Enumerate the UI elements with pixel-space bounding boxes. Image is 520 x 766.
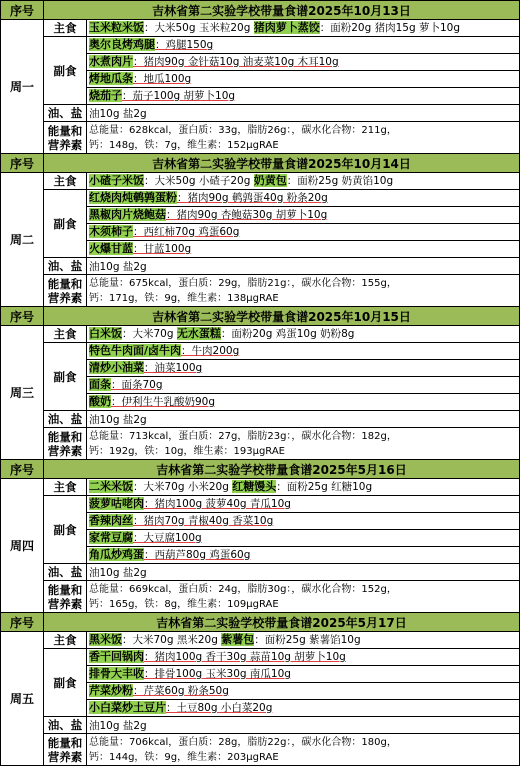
dish-name: 二米米饭 [89, 480, 133, 493]
staple-items [87, 632, 520, 649]
side-dish-row [1, 649, 520, 666]
staple-row [1, 326, 520, 343]
dish-name: 烧茄子 [89, 89, 122, 102]
nutrition-line: 总能量：713kcal，蛋白质：27g，脂肪23g：，碳水化合物：182g， [89, 430, 397, 442]
seq-header: 序号 [1, 613, 44, 632]
dish-name: 特色牛肉面/卤牛肉 [89, 344, 182, 357]
oil-salt-label: 油、盐 [44, 717, 87, 734]
side-label: 副食 [44, 649, 87, 717]
dish-ingredients: ：猪肉100g 菠萝40g 青瓜10g [144, 498, 291, 510]
nutrition-line: 钙：144g，铁：9g，维生素：203μgRAE [89, 751, 279, 763]
nutrition-label: 能量和营养素 [44, 275, 87, 307]
menu-title: 吉林省第二实验学校带量食谱2025年5月17日 [44, 613, 520, 632]
dish-name: 芹菜炒粉 [89, 684, 133, 697]
nutrition-values [87, 581, 520, 613]
side-dish [87, 88, 520, 105]
nutrition-label: 能量和营养素 [44, 734, 87, 766]
dish-name: 红烧肉炖鹌鹑蛋粉 [89, 191, 177, 204]
oil-salt-value: 油10g 盐2g [87, 564, 520, 581]
nutrition-line: 钙：148g，铁：7g，维生素：152μgRAE [89, 139, 279, 151]
dish-name: 红糖馒头 [232, 480, 277, 493]
dish-ingredients: ：茄子100g 胡萝卜10g [122, 90, 236, 102]
dish-name: 黑椒肉片烧鲍菇 [89, 208, 166, 221]
nutrition-values [87, 734, 520, 766]
oil-salt-value: 油10g 盐2g [87, 105, 520, 122]
dish-name: 香辣肉丝 [89, 514, 133, 527]
side-dish [87, 394, 520, 411]
day-header-row [1, 307, 520, 326]
dish-ingredients: ：甘蓝100g [133, 243, 192, 255]
dish-name: 小碴子米饭 [89, 174, 144, 187]
dish-name: 黑米饭 [89, 633, 122, 646]
dish-ingredients: ：面粉25g 红糖10g [276, 481, 373, 493]
oil-salt-row [1, 564, 520, 581]
nutrition-values [87, 122, 520, 154]
side-dish [87, 683, 520, 700]
dish-name: 菠萝咕咾肉 [89, 497, 144, 510]
oil-salt-row [1, 258, 520, 275]
side-dish [87, 666, 520, 683]
dish-name: 火爆甘蓝 [89, 242, 133, 255]
oil-salt-row [1, 717, 520, 734]
nutrition-line: 总能量：628kcal，蛋白质：33g，脂肪26g：，碳水化合物：211g， [89, 124, 397, 136]
side-label: 副食 [44, 496, 87, 564]
dish-name: 木须柿子 [89, 225, 133, 238]
day-header-row [1, 460, 520, 479]
side-dish [87, 207, 520, 224]
menu-title: 吉林省第二实验学校带量食谱2025年5月16日 [44, 460, 520, 479]
nutrition-row [1, 428, 520, 460]
dish-name: 玉米粒米饭 [89, 21, 144, 34]
dish-name: 家常豆腐 [89, 531, 133, 544]
dish-ingredients: ：大米50g 玉米粒20g [144, 22, 254, 34]
staple-items [87, 173, 520, 190]
nutrition-label: 能量和营养素 [44, 581, 87, 613]
side-dish [87, 71, 520, 88]
oil-salt-label: 油、盐 [44, 105, 87, 122]
dish-ingredients: ：土豆80g 小白菜20g [166, 702, 273, 714]
side-dish [87, 241, 520, 258]
oil-salt-row [1, 105, 520, 122]
side-dish [87, 547, 520, 564]
dish-name: 猪肉萝卜蒸饺 [253, 21, 320, 34]
dish-name: 奶黄包 [253, 174, 287, 187]
side-label: 副食 [44, 37, 87, 105]
seq-header: 序号 [1, 154, 44, 173]
staple-items [87, 326, 520, 343]
dish-ingredients: ：面粉25g 紫薯馅10g [254, 634, 361, 646]
dish-ingredients: ：大米70g 小米20g [133, 481, 233, 493]
seq-header: 序号 [1, 460, 44, 479]
nutrition-label: 能量和营养素 [44, 428, 87, 460]
weekday-label: 周四 [1, 479, 44, 613]
staple-items [87, 20, 520, 37]
side-dish-row [1, 37, 520, 54]
dish-ingredients: ：面粉20g 猪肉15g 萝卜10g [319, 22, 460, 34]
oil-salt-label: 油、盐 [44, 258, 87, 275]
dish-name: 清炒小油菜 [89, 361, 144, 374]
staple-row [1, 479, 520, 496]
dish-ingredients: ：猪肉100g 香干30g 蒜苗10g 胡萝卜10g [144, 651, 346, 663]
side-dish [87, 54, 520, 71]
nutrition-line: 钙：165g，铁：8g，维生素：109μgRAE [89, 598, 279, 610]
dish-ingredients: ：猪肉90g 金针菇10g 油麦菜10g 木耳10g [133, 56, 339, 68]
weekday-label: 周五 [1, 632, 44, 766]
oil-salt-row [1, 411, 520, 428]
dish-ingredients: ：猪肉70g 青椒40g 香菜10g [133, 515, 274, 527]
weekday-label: 周二 [1, 173, 44, 307]
side-dish [87, 700, 520, 717]
dish-name: 面条 [89, 378, 111, 391]
nutrition-row [1, 734, 520, 766]
dish-name: 酸奶 [89, 395, 111, 408]
side-dish [87, 496, 520, 513]
dish-ingredients: ：面粉25g 奶黄馅10g [286, 175, 394, 187]
side-dish [87, 360, 520, 377]
nutrition-row [1, 275, 520, 307]
dish-name: 小白菜炒土豆片 [89, 701, 166, 714]
dish-name: 白米饭 [89, 327, 122, 340]
side-dish [87, 224, 520, 241]
oil-salt-value: 油10g 盐2g [87, 258, 520, 275]
side-label: 副食 [44, 343, 87, 411]
seq-header: 序号 [1, 307, 44, 326]
weekday-label: 周三 [1, 326, 44, 460]
dish-ingredients: ：地瓜100g [133, 73, 192, 85]
oil-salt-value: 油10g 盐2g [87, 717, 520, 734]
dish-name: 无水蛋糕 [176, 327, 221, 340]
side-dish-row [1, 343, 520, 360]
nutrition-line: 总能量：669kcal，蛋白质：24g，脂肪30g：，碳水化合物：152g， [89, 583, 397, 595]
dish-ingredients: ：大米70g [122, 328, 177, 340]
side-dish [87, 343, 520, 360]
dish-ingredients: ：牛肉200g [181, 345, 240, 357]
dish-ingredients: ：芹菜60g 粉条50g [133, 685, 229, 697]
nutrition-line: 总能量：675kcal，蛋白质：29g，脂肪21g：，碳水化合物：155g， [89, 277, 397, 289]
dish-name: 烤地瓜条 [89, 72, 133, 85]
seq-header: 序号 [1, 1, 44, 20]
staple-label: 主食 [44, 479, 87, 496]
dish-ingredients: ：西葫芦80g 鸡蛋60g [144, 549, 251, 561]
dish-name: 排骨大丰收 [89, 667, 144, 680]
menu-title: 吉林省第二实验学校带量食谱2025年10月14日 [44, 154, 520, 173]
menu-title: 吉林省第二实验学校带量食谱2025年10月13日 [44, 1, 520, 20]
side-dish [87, 649, 520, 666]
side-dish [87, 513, 520, 530]
dish-ingredients: ：面条70g [111, 379, 163, 391]
side-dish [87, 190, 520, 207]
staple-row [1, 173, 520, 190]
nutrition-row [1, 122, 520, 154]
dish-ingredients: ：排骨100g 玉米30g 南瓜10g [144, 668, 291, 680]
day-header-row [1, 154, 520, 173]
nutrition-line: 钙：192g，铁：10g，维生素：193μgRAE [89, 445, 286, 457]
nutrition-label: 能量和营养素 [44, 122, 87, 154]
dish-ingredients: ：猪肉90g 杏鲍菇30g 胡萝卜10g [166, 209, 328, 221]
dish-name: 角瓜炒鸡蛋 [89, 548, 144, 561]
dish-ingredients: ：伊利生牛乳酸奶90g [111, 396, 216, 408]
weekday-label: 周一 [1, 20, 44, 154]
dish-ingredients: ：鸡腿150g [155, 39, 214, 51]
dish-ingredients: ：大豆腐100g [133, 532, 202, 544]
nutrition-values [87, 428, 520, 460]
nutrition-row [1, 581, 520, 613]
day-header-row [1, 613, 520, 632]
side-dish-row [1, 190, 520, 207]
dish-ingredients: ：大米70g 黑米20g [122, 634, 222, 646]
nutrition-line: 总能量：706kcal，蛋白质：28g，脂肪22g：，碳水化合物：180g， [89, 736, 397, 748]
side-dish [87, 37, 520, 54]
dish-ingredients: ：面粉20g 鸡蛋10g 奶粉8g [220, 328, 355, 340]
staple-label: 主食 [44, 20, 87, 37]
staple-label: 主食 [44, 173, 87, 190]
side-dish-row [1, 496, 520, 513]
dish-ingredients: ：西红柿70g 鸡蛋60g [133, 226, 240, 238]
day-header-row [1, 1, 520, 20]
dish-name: 紫薯包 [221, 633, 255, 646]
staple-label: 主食 [44, 632, 87, 649]
staple-label: 主食 [44, 326, 87, 343]
oil-salt-value: 油10g 盐2g [87, 411, 520, 428]
oil-salt-label: 油、盐 [44, 411, 87, 428]
menu-title: 吉林省第二实验学校带量食谱2025年10月15日 [44, 307, 520, 326]
nutrition-line: 钙：171g，铁：9g，维生素：138μgRAE [89, 292, 279, 304]
staple-row [1, 632, 520, 649]
dish-ingredients: ：油菜100g [144, 362, 203, 374]
side-label: 副食 [44, 190, 87, 258]
dish-name: 水煮肉片 [89, 55, 133, 68]
dish-name: 香干回锅肉 [89, 650, 144, 663]
staple-row [1, 20, 520, 37]
staple-items [87, 479, 520, 496]
dish-name: 奥尔良烤鸡腿 [89, 38, 155, 51]
side-dish [87, 377, 520, 394]
dish-ingredients: ：猪肉90g 鹌鹑蛋40g 粉条20g [177, 192, 328, 204]
side-dish [87, 530, 520, 547]
dish-ingredients: ：大米50g 小碴子20g [144, 175, 254, 187]
nutrition-values [87, 275, 520, 307]
oil-salt-label: 油、盐 [44, 564, 87, 581]
